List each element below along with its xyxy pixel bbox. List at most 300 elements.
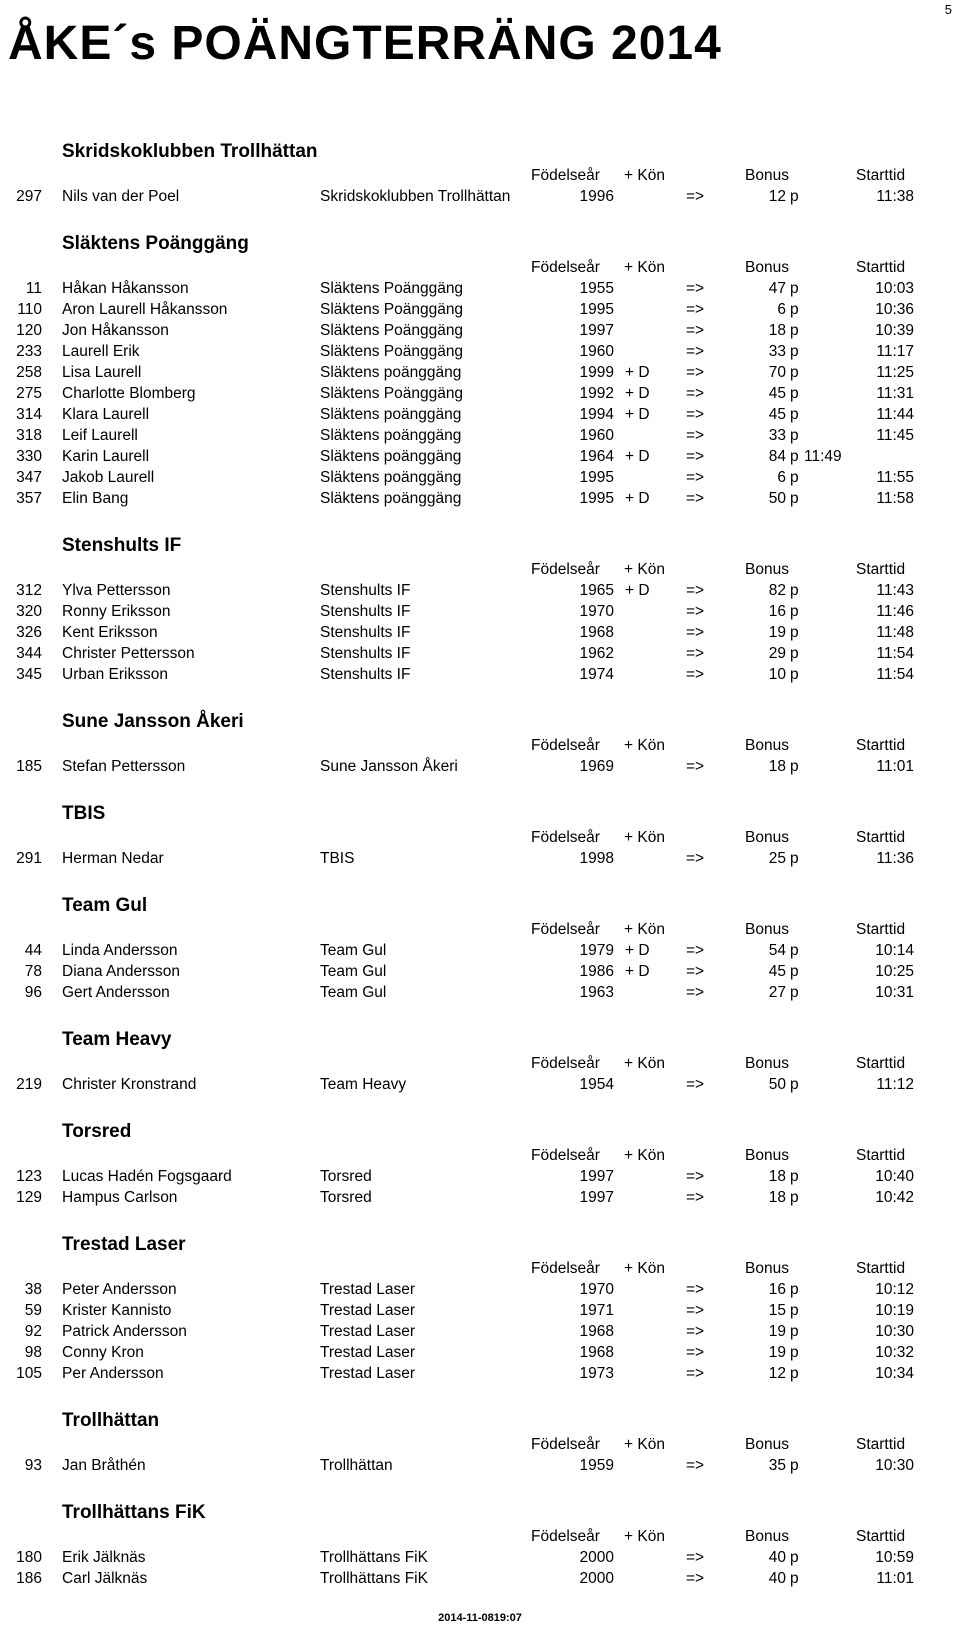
table-row <box>0 848 960 869</box>
arrow-symbol: => <box>686 1281 705 1298</box>
arrow-symbol: => <box>686 406 705 423</box>
participant-name: Erik Jälknäs <box>62 1549 146 1566</box>
header-bonus: Bonus <box>745 1055 789 1072</box>
club-section <box>0 1118 960 1208</box>
start-time: 10:42 <box>875 1189 914 1206</box>
start-time: 10:19 <box>875 1302 914 1319</box>
table-row <box>0 1568 960 1589</box>
table-row <box>0 186 960 207</box>
points-unit: p <box>790 624 799 641</box>
header-born: Födelseår <box>531 737 600 754</box>
bonus-points: 70 <box>768 364 786 381</box>
points-unit: p <box>790 1189 799 1206</box>
birth-year: 1986 <box>579 963 614 980</box>
points-unit: p <box>790 448 799 465</box>
participant-name: Jakob Laurell <box>62 469 155 486</box>
header-start: Starttid <box>856 1147 906 1164</box>
club-section <box>0 138 960 207</box>
table-row <box>0 1455 960 1476</box>
club-section <box>0 708 960 777</box>
participant-name: Kent Eriksson <box>62 624 158 641</box>
start-time: 11:58 <box>876 490 914 507</box>
bonus-points: 84 <box>768 448 786 465</box>
gender-marker: + D <box>625 963 650 980</box>
start-number: 312 <box>16 582 42 599</box>
table-row <box>0 488 960 509</box>
participant-club: TBIS <box>320 850 355 867</box>
header-start: Starttid <box>856 1436 906 1453</box>
points-unit: p <box>790 666 799 683</box>
arrow-symbol: => <box>686 1570 705 1587</box>
birth-year: 1955 <box>579 280 614 297</box>
bonus-points: 45 <box>768 385 786 402</box>
arrow-symbol: => <box>686 385 705 402</box>
participant-club: Släktens poänggäng <box>320 364 462 381</box>
start-time: 11:45 <box>876 427 914 444</box>
bonus-points: 35 <box>768 1457 786 1474</box>
start-time: 11:44 <box>876 406 914 423</box>
start-number: 186 <box>16 1570 42 1587</box>
arrow-symbol: => <box>686 469 705 486</box>
bonus-points: 45 <box>768 963 786 980</box>
bonus-points: 19 <box>768 624 786 641</box>
arrow-symbol: => <box>686 624 705 641</box>
bonus-points: 54 <box>768 942 786 959</box>
participant-name: Christer Pettersson <box>62 645 195 662</box>
participant-name: Stefan Pettersson <box>62 758 186 775</box>
start-number: 93 <box>24 1457 42 1474</box>
header-gender: + Kön <box>624 829 665 846</box>
column-headers <box>0 735 960 756</box>
arrow-symbol: => <box>686 280 705 297</box>
arrow-symbol: => <box>686 1076 705 1093</box>
birth-year: 1962 <box>579 645 614 662</box>
points-unit: p <box>790 1365 799 1382</box>
table-row <box>0 467 960 488</box>
points-unit: p <box>790 1570 799 1587</box>
start-time: 11:31 <box>876 385 914 402</box>
header-gender: + Kön <box>624 259 665 276</box>
birth-year: 1997 <box>579 322 614 339</box>
header-bonus: Bonus <box>745 1147 789 1164</box>
points-unit: p <box>790 758 799 775</box>
table-row <box>0 299 960 320</box>
participant-name: Charlotte Blomberg <box>62 385 196 402</box>
start-number: 291 <box>16 850 42 867</box>
bonus-points: 40 <box>768 1570 786 1587</box>
club-section <box>0 1499 960 1589</box>
points-unit: p <box>790 469 799 486</box>
points-unit: p <box>790 1076 799 1093</box>
start-time: 11:01 <box>876 1570 914 1587</box>
participant-club: Skridskoklubben Trollhättan <box>320 188 511 205</box>
table-row <box>0 643 960 664</box>
arrow-symbol: => <box>686 448 705 465</box>
participant-club: Torsred <box>320 1168 372 1185</box>
start-number: 59 <box>24 1302 42 1319</box>
header-start: Starttid <box>856 921 906 938</box>
points-unit: p <box>790 603 799 620</box>
participant-club: Stenshults IF <box>320 645 411 662</box>
header-born: Födelseår <box>531 829 600 846</box>
header-born: Födelseår <box>531 1436 600 1453</box>
participant-club: Team Gul <box>320 963 387 980</box>
header-gender: + Kön <box>624 1147 665 1164</box>
birth-year: 1992 <box>579 385 614 402</box>
participant-name: Klara Laurell <box>62 406 150 423</box>
participant-name: Urban Eriksson <box>62 666 168 683</box>
bonus-points: 18 <box>768 1189 786 1206</box>
participant-club: Släktens Poänggäng <box>320 301 464 318</box>
table-row <box>0 1342 960 1363</box>
participant-club: Släktens Poänggäng <box>320 322 464 339</box>
table-row <box>0 961 960 982</box>
bonus-points: 40 <box>768 1549 786 1566</box>
start-time: 10:30 <box>875 1457 914 1474</box>
start-number: 96 <box>24 984 42 1001</box>
table-row <box>0 664 960 685</box>
start-time: 11:48 <box>876 624 914 641</box>
points-unit: p <box>790 343 799 360</box>
table-row <box>0 756 960 777</box>
points-unit: p <box>790 1323 799 1340</box>
participant-name: Linda Andersson <box>62 942 178 959</box>
column-headers <box>0 257 960 278</box>
table-row <box>0 982 960 1003</box>
participant-name: Per Andersson <box>62 1365 164 1382</box>
birth-year: 1963 <box>579 984 614 1001</box>
header-bonus: Bonus <box>745 829 789 846</box>
club-heading: Trestad Laser <box>62 1234 186 1255</box>
birth-year: 1970 <box>579 1281 614 1298</box>
birth-year: 1960 <box>579 343 614 360</box>
header-start: Starttid <box>856 1260 906 1277</box>
gender-marker: + D <box>625 406 650 423</box>
table-row <box>0 404 960 425</box>
arrow-symbol: => <box>686 301 705 318</box>
start-number: 275 <box>16 385 42 402</box>
points-unit: p <box>790 280 799 297</box>
bonus-points: 18 <box>768 322 786 339</box>
participant-club: Stenshults IF <box>320 582 411 599</box>
participant-name: Jan Bråthén <box>62 1457 146 1474</box>
start-time: 11:36 <box>876 850 914 867</box>
birth-year: 1964 <box>579 448 614 465</box>
header-start: Starttid <box>856 737 906 754</box>
start-time: 11:49 <box>804 448 842 465</box>
start-time: 10:34 <box>875 1365 914 1382</box>
birth-year: 1959 <box>579 1457 614 1474</box>
participant-name: Diana Andersson <box>62 963 181 980</box>
participant-club: Släktens poänggäng <box>320 406 462 423</box>
participant-club: Släktens poänggäng <box>320 427 462 444</box>
header-gender: + Kön <box>624 737 665 754</box>
column-headers <box>0 827 960 848</box>
table-row <box>0 1074 960 1095</box>
table-row <box>0 383 960 404</box>
header-bonus: Bonus <box>745 1528 789 1545</box>
header-start: Starttid <box>856 829 906 846</box>
bonus-points: 10 <box>768 666 786 683</box>
club-heading: Trollhättans FiK <box>62 1502 206 1523</box>
bonus-points: 33 <box>768 427 786 444</box>
birth-year: 2000 <box>579 1570 614 1587</box>
arrow-symbol: => <box>686 603 705 620</box>
start-time: 11:17 <box>876 343 914 360</box>
start-number: 98 <box>24 1344 42 1361</box>
table-row <box>0 1300 960 1321</box>
header-born: Födelseår <box>531 1055 600 1072</box>
bonus-points: 25 <box>768 850 786 867</box>
birth-year: 1999 <box>579 364 614 381</box>
column-headers <box>0 1434 960 1455</box>
table-row <box>0 622 960 643</box>
print-timestamp: 2014-11-0819:07 <box>438 1612 522 1624</box>
start-time: 11:38 <box>876 188 914 205</box>
start-number: 92 <box>24 1323 42 1340</box>
arrow-symbol: => <box>686 1302 705 1319</box>
page-number: 5 <box>944 2 952 17</box>
header-gender: + Kön <box>624 167 665 184</box>
arrow-symbol: => <box>686 666 705 683</box>
bonus-points: 82 <box>768 582 786 599</box>
table-row <box>0 1321 960 1342</box>
gender-marker: + D <box>625 364 650 381</box>
start-number: 344 <box>16 645 42 662</box>
arrow-symbol: => <box>686 942 705 959</box>
start-number: 38 <box>24 1281 42 1298</box>
arrow-symbol: => <box>686 427 705 444</box>
header-gender: + Kön <box>624 1436 665 1453</box>
participant-club: Trollhättans FiK <box>320 1549 428 1566</box>
header-bonus: Bonus <box>745 259 789 276</box>
header-bonus: Bonus <box>745 561 789 578</box>
start-number: 123 <box>16 1168 42 1185</box>
birth-year: 1996 <box>579 188 614 205</box>
club-heading: Torsred <box>62 1121 132 1142</box>
table-row <box>0 940 960 961</box>
table-row <box>0 446 960 467</box>
points-unit: p <box>790 301 799 318</box>
participant-club: Trestad Laser <box>320 1302 416 1319</box>
start-number: 326 <box>16 624 42 641</box>
arrow-symbol: => <box>686 1365 705 1382</box>
gender-marker: + D <box>625 490 650 507</box>
start-number: 185 <box>16 758 42 775</box>
participant-name: Håkan Håkansson <box>62 280 189 297</box>
club-heading: Trollhättan <box>62 1410 160 1431</box>
start-number: 330 <box>16 448 42 465</box>
participant-club: Team Gul <box>320 942 387 959</box>
participant-club: Trestad Laser <box>320 1323 416 1340</box>
start-time: 10:36 <box>875 301 914 318</box>
table-row <box>0 362 960 383</box>
header-bonus: Bonus <box>745 1260 789 1277</box>
birth-year: 1998 <box>579 850 614 867</box>
start-time: 10:12 <box>875 1281 914 1298</box>
participant-name: Patrick Andersson <box>62 1323 187 1340</box>
birth-year: 1994 <box>579 406 614 423</box>
participant-club: Stenshults IF <box>320 624 411 641</box>
participant-name: Karin Laurell <box>62 448 150 465</box>
club-heading: Skridskoklubben Trollhättan <box>62 141 318 162</box>
header-bonus: Bonus <box>745 167 789 184</box>
club-heading: Släktens Poänggäng <box>62 233 249 254</box>
gender-marker: + D <box>625 448 650 465</box>
column-headers <box>0 1145 960 1166</box>
page-title: ÅKE´s POÄNGTERRÄNG 2014 <box>8 17 722 70</box>
start-time: 11:54 <box>876 666 914 683</box>
header-bonus: Bonus <box>745 1436 789 1453</box>
participant-club: Trestad Laser <box>320 1365 416 1382</box>
participant-club: Team Heavy <box>320 1076 407 1093</box>
participant-name: Hampus Carlson <box>62 1189 178 1206</box>
club-section <box>0 532 960 685</box>
start-time: 11:55 <box>876 469 914 486</box>
start-time: 11:01 <box>876 758 914 775</box>
birth-year: 1968 <box>579 1344 614 1361</box>
arrow-symbol: => <box>686 1344 705 1361</box>
header-start: Starttid <box>856 167 906 184</box>
start-number: 180 <box>16 1549 42 1566</box>
arrow-symbol: => <box>686 984 705 1001</box>
participant-club: Släktens Poänggäng <box>320 343 464 360</box>
start-time: 11:43 <box>876 582 914 599</box>
start-number: 320 <box>16 603 42 620</box>
table-row <box>0 1166 960 1187</box>
participant-club: Stenshults IF <box>320 603 411 620</box>
table-row <box>0 320 960 341</box>
participant-name: Krister Kannisto <box>62 1302 172 1319</box>
start-time: 10:59 <box>875 1549 914 1566</box>
participant-name: Jon Håkansson <box>62 322 169 339</box>
birth-year: 1965 <box>579 582 614 599</box>
start-time: 11:46 <box>876 603 914 620</box>
bonus-points: 12 <box>768 188 786 205</box>
bonus-points: 6 <box>777 301 786 318</box>
column-headers <box>0 165 960 186</box>
participant-name: Ronny Eriksson <box>62 603 171 620</box>
club-heading: Team Gul <box>62 895 148 916</box>
points-unit: p <box>790 188 799 205</box>
header-gender: + Kön <box>624 1528 665 1545</box>
participant-club: Sune Jansson Åkeri <box>320 758 458 775</box>
birth-year: 1971 <box>579 1302 614 1319</box>
column-headers <box>0 559 960 580</box>
participant-club: Trestad Laser <box>320 1344 416 1361</box>
start-number: 258 <box>16 364 42 381</box>
club-heading: Stenshults IF <box>62 535 182 556</box>
start-number: 347 <box>16 469 42 486</box>
participant-name: Gert Andersson <box>62 984 170 1001</box>
arrow-symbol: => <box>686 963 705 980</box>
bonus-points: 27 <box>768 984 786 1001</box>
arrow-symbol: => <box>686 1189 705 1206</box>
start-time: 10:40 <box>875 1168 914 1185</box>
table-row <box>0 1187 960 1208</box>
bonus-points: 29 <box>768 645 786 662</box>
points-unit: p <box>790 1344 799 1361</box>
club-section <box>0 800 960 869</box>
table-row <box>0 1547 960 1568</box>
table-row <box>0 601 960 622</box>
participant-club: Trestad Laser <box>320 1281 416 1298</box>
bonus-points: 16 <box>768 603 786 620</box>
club-section <box>0 1026 960 1095</box>
participant-club: Släktens Poänggäng <box>320 385 464 402</box>
start-time: 10:31 <box>875 984 914 1001</box>
arrow-symbol: => <box>686 343 705 360</box>
arrow-symbol: => <box>686 364 705 381</box>
start-number: 345 <box>16 666 42 683</box>
club-section <box>0 230 960 509</box>
start-number: 78 <box>24 963 42 980</box>
participant-name: Carl Jälknäs <box>62 1570 148 1587</box>
participant-club: Team Gul <box>320 984 387 1001</box>
table-row <box>0 1363 960 1384</box>
birth-year: 1969 <box>579 758 614 775</box>
column-headers <box>0 1258 960 1279</box>
participant-club: Släktens poänggäng <box>320 469 462 486</box>
bonus-points: 45 <box>768 406 786 423</box>
bonus-points: 19 <box>768 1323 786 1340</box>
start-number: 44 <box>24 942 42 959</box>
birth-year: 1995 <box>579 469 614 486</box>
birth-year: 1997 <box>579 1168 614 1185</box>
points-unit: p <box>790 1281 799 1298</box>
start-number: 219 <box>16 1076 42 1093</box>
header-gender: + Kön <box>624 1260 665 1277</box>
birth-year: 1974 <box>579 666 614 683</box>
bonus-points: 16 <box>768 1281 786 1298</box>
column-headers <box>0 1053 960 1074</box>
start-time: 10:32 <box>875 1344 914 1361</box>
bonus-points: 50 <box>768 490 786 507</box>
bonus-points: 18 <box>768 758 786 775</box>
club-section <box>0 892 960 1003</box>
arrow-symbol: => <box>686 188 705 205</box>
points-unit: p <box>790 582 799 599</box>
birth-year: 1954 <box>579 1076 614 1093</box>
start-time: 10:14 <box>875 942 914 959</box>
header-start: Starttid <box>856 1528 906 1545</box>
arrow-symbol: => <box>686 1549 705 1566</box>
bonus-points: 15 <box>768 1302 786 1319</box>
participant-name: Laurell Erik <box>62 343 140 360</box>
participant-name: Conny Kron <box>62 1344 144 1361</box>
header-born: Födelseår <box>531 1528 600 1545</box>
header-bonus: Bonus <box>745 921 789 938</box>
start-number: 233 <box>16 343 42 360</box>
start-number: 105 <box>16 1365 42 1382</box>
club-section <box>0 1231 960 1384</box>
participant-club: Torsred <box>320 1189 372 1206</box>
start-time: 10:25 <box>875 963 914 980</box>
header-start: Starttid <box>856 561 906 578</box>
arrow-symbol: => <box>686 1168 705 1185</box>
bonus-points: 33 <box>768 343 786 360</box>
results-list <box>0 138 960 1589</box>
birth-year: 2000 <box>579 1549 614 1566</box>
points-unit: p <box>790 1549 799 1566</box>
points-unit: p <box>790 963 799 980</box>
birth-year: 1960 <box>579 427 614 444</box>
header-born: Födelseår <box>531 561 600 578</box>
table-row <box>0 580 960 601</box>
start-time: 10:03 <box>875 280 914 297</box>
birth-year: 1979 <box>579 942 614 959</box>
header-born: Födelseår <box>531 259 600 276</box>
